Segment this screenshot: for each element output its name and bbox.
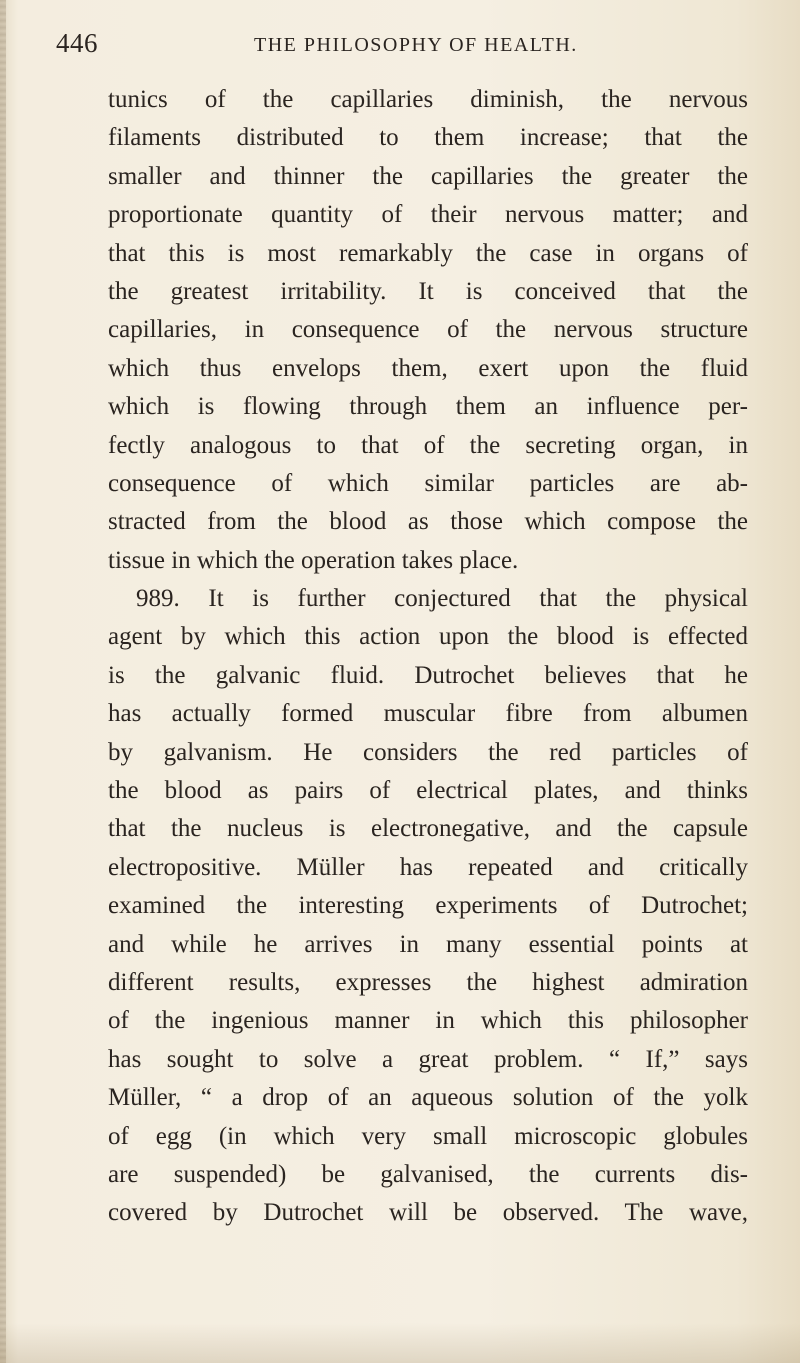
paragraph-start-line: 989. It is further conjectured that the physical [136,585,748,613]
text-line: agent by which this action upon the blood is effected [108,623,748,651]
text-line: tissue in which the operation takes place. [108,546,519,574]
text-line: Müller, “ a drop of an aqueous solution of the yolk [108,1084,748,1112]
text-line: which thus envelops them, exert upon the fluid [108,354,748,382]
text-line: different results, expresses the highest admiration [108,968,748,996]
text-line: consequence of which similar particles are ab- [108,469,748,497]
text-line: stracted from the blood as those which compose the [108,508,748,536]
page-header [56,28,748,68]
text-line: is the galvanic fluid. Dutrochet believes that he [108,661,748,689]
body-text [108,81,748,1233]
text-line: and while he arrives in many essential points at [108,930,748,958]
text-line: the greatest irritability. It is conceived that the [108,277,748,305]
page-gutter-edge [0,0,6,1363]
text-line: that the nucleus is electronegative, and the capsule [108,815,748,843]
text-line: examined the interesting experiments of Dutrochet; [108,892,748,920]
text-line: fectly analogous to that of the secreting organ, in [108,431,748,459]
text-line: capillaries, in consequence of the nervous structure [108,316,748,344]
text-line: smaller and thinner the capillaries the greater the [108,162,748,190]
text-line: covered by Dutrochet will be observed. The wave, [108,1199,748,1227]
text-line: filaments distributed to them increase; that the [108,124,748,152]
text-line: electropositive. Müller has repeated and critically [108,853,748,881]
page-bottom-shadow [0,1323,800,1363]
text-line: proportionate quantity of their nervous matter; and [108,201,748,229]
text-line: which is flowing through them an influence per- [108,393,748,421]
text-line: are suspended) be galvanised, the currents dis- [108,1160,748,1188]
page-number: 446 [56,28,98,58]
text-line: that this is most remarkably the case in organs of [108,239,748,267]
text-line: the blood as pairs of electrical plates, and thinks [108,777,748,805]
text-line: of the ingenious manner in which this philosopher [108,1007,748,1035]
text-line: of egg (in which very small microscopic globules [108,1122,748,1150]
text-line: tunics of the capillaries diminish, the nervous [108,86,748,113]
text-line: has sought to solve a great problem. “ If,” says [108,1045,748,1073]
text-line: by galvanism. He considers the red particles of [108,738,748,766]
running-head: THE PHILOSOPHY OF HEALTH. [254,34,578,56]
text-line: has actually formed muscular fibre from albumen [108,700,748,728]
